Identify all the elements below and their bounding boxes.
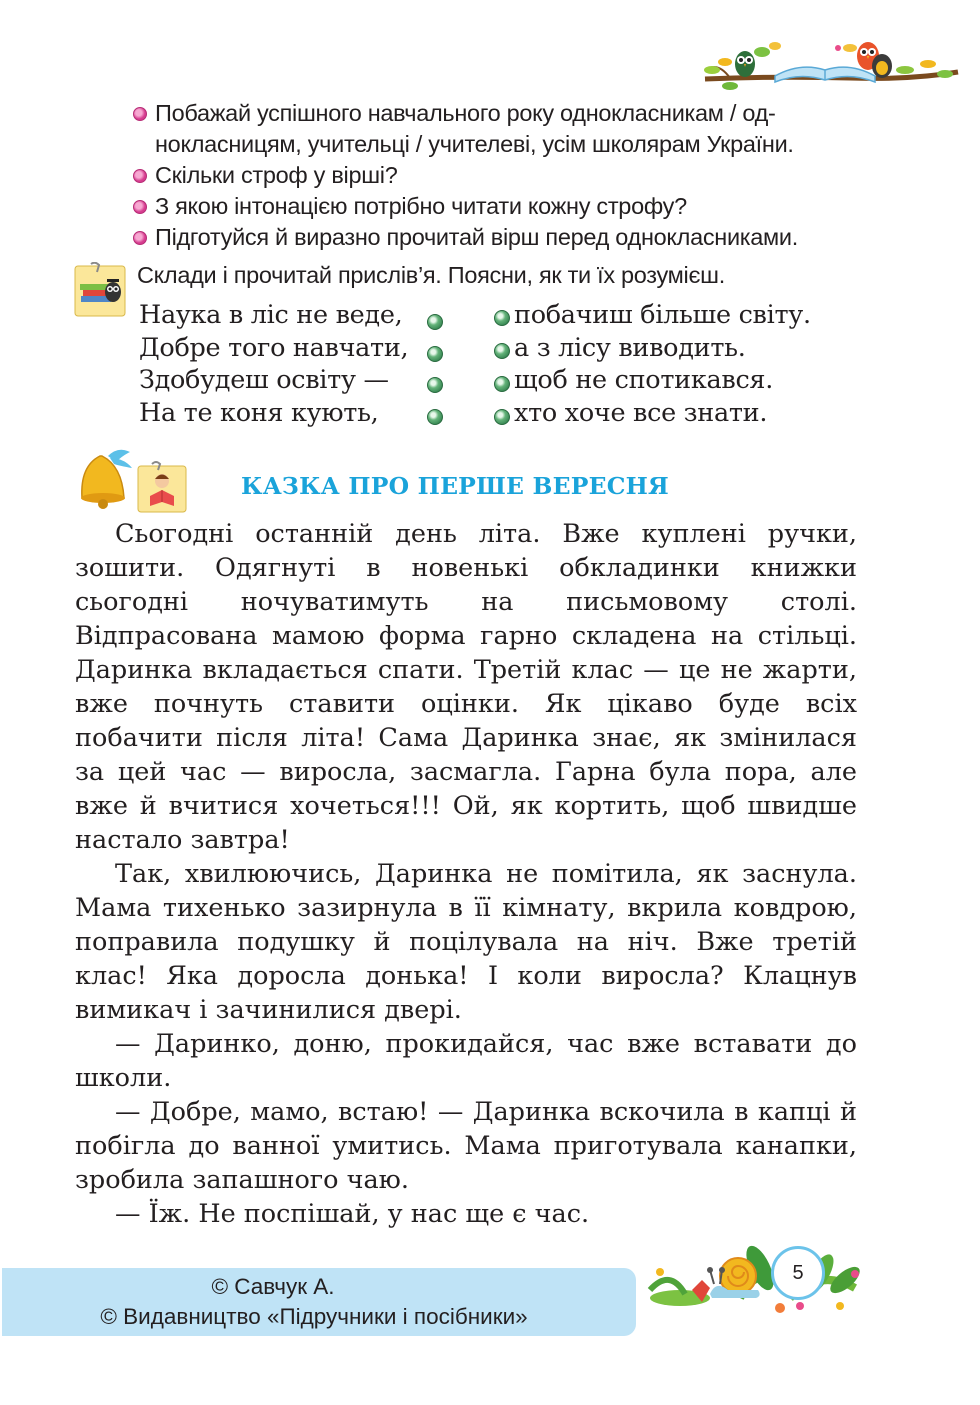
list-item xyxy=(133,160,873,191)
story-paragraph: Сьогодні останній день літа. Вже куплені ручки, зошити. Одягнуті в новенькі обкладинки книжки сьогодні ночуватимуть на письмовому столі. Відпрасована мамою форма гарно складена на стільці. Даринка вкладається спати. Третій клас — це не жарти, вже почнуть ставити оцінки. Як цікаво буде всіх побачити після літа! Сама Даринка знає, як змінилася за цей час — виросла, засмагла. Гарна була пора, але вже й вчитися хочеться!!! Ой, як кортить, щоб швидше настало завтра! xyxy=(75,519,857,855)
list-item-text: нокласницям, учительці / учителеві, усім школярам України. xyxy=(155,131,794,157)
bullet-icon xyxy=(133,200,147,214)
story-paragraph: — Даринко, доню, прокидайся, час вже вставати до школи. xyxy=(75,1029,857,1093)
story-title: КАЗКА ПРО ПЕРШЕ ВЕРЕСНЯ xyxy=(241,472,669,500)
matching-dot-right xyxy=(494,409,510,425)
task-books-owl-icon xyxy=(73,262,129,320)
proverb-ending: хто хоче все знати. xyxy=(514,397,768,428)
proverb-beginnings xyxy=(139,299,408,429)
matching-dot-right xyxy=(494,376,510,392)
copyright-author: © Савчук А. xyxy=(211,1274,335,1299)
branch-owls-book-illustration xyxy=(700,34,960,104)
story-body xyxy=(75,517,857,1231)
matching-dot-left xyxy=(427,314,443,330)
matching-dot-right xyxy=(494,310,510,326)
list-item-text: Побажай успішного навчального року однокласникам / од- xyxy=(155,100,776,126)
bullet-icon xyxy=(133,169,147,183)
story-paragraph: — Добре, мамо, встаю! — Даринка вскочила в капці й побігла до ванної умитись. Мама приготувала канапки, зробила запашного чаю. xyxy=(75,1097,857,1195)
proverb-beginning: Добре того навчати, xyxy=(139,332,409,363)
proverb-ending: а з лісу виводить. xyxy=(514,332,746,363)
copyright-publisher: © Видавництво «Підручники і посібники» xyxy=(100,1304,528,1329)
snail-flowers-illustration xyxy=(640,1228,870,1320)
proverb-beginning: Здобудеш освіту — xyxy=(139,365,389,395)
proverb-endings xyxy=(514,299,811,429)
list-item-text: З якою інтонацією потрібно читати кожну строфу? xyxy=(155,193,687,219)
proverb-ending: щоб не спотикався. xyxy=(514,365,774,395)
matching-dot-right xyxy=(494,343,510,359)
page-number: 5 xyxy=(771,1246,825,1300)
list-item-text: Скільки строф у вірші? xyxy=(155,162,398,188)
proverb-ending: побачиш більше світу. xyxy=(514,300,811,330)
list-item xyxy=(133,191,873,222)
list-item xyxy=(133,98,873,129)
bell-and-reading-icon xyxy=(72,446,192,516)
question-list xyxy=(133,98,873,253)
matching-dot-left xyxy=(427,409,443,425)
proverb-beginning: Наука в ліс не веде, xyxy=(139,300,403,330)
list-item-text: Підготуйся й виразно прочитай вірш перед однокласниками. xyxy=(155,224,798,250)
matching-dot-left xyxy=(427,346,443,362)
story-paragraph: — Їж. Не поспішай, у нас ще є час. xyxy=(115,1199,590,1229)
story-paragraph: Так, хвилюючись, Даринка не помітила, як заснула. Мама тихенько зазирнула в її кімнату, вкрила ковдрою, поправила подушку й поцілувала на ніч. Вже третій клас! Яка доросла донька! І коли виросла? Клацнув вимикач і зачинилися двері. xyxy=(75,859,857,1025)
matching-dot-left xyxy=(427,377,443,393)
proverb-beginning: На те коня кують, xyxy=(139,397,379,428)
task-instruction: Склади і прочитай прислів’я. Поясни, як ти їх розумієш. xyxy=(137,262,725,288)
list-item xyxy=(133,222,873,253)
list-item-continuation xyxy=(133,129,873,160)
copyright-band xyxy=(2,1268,636,1336)
bullet-icon xyxy=(133,231,147,245)
bullet-icon xyxy=(133,107,147,121)
